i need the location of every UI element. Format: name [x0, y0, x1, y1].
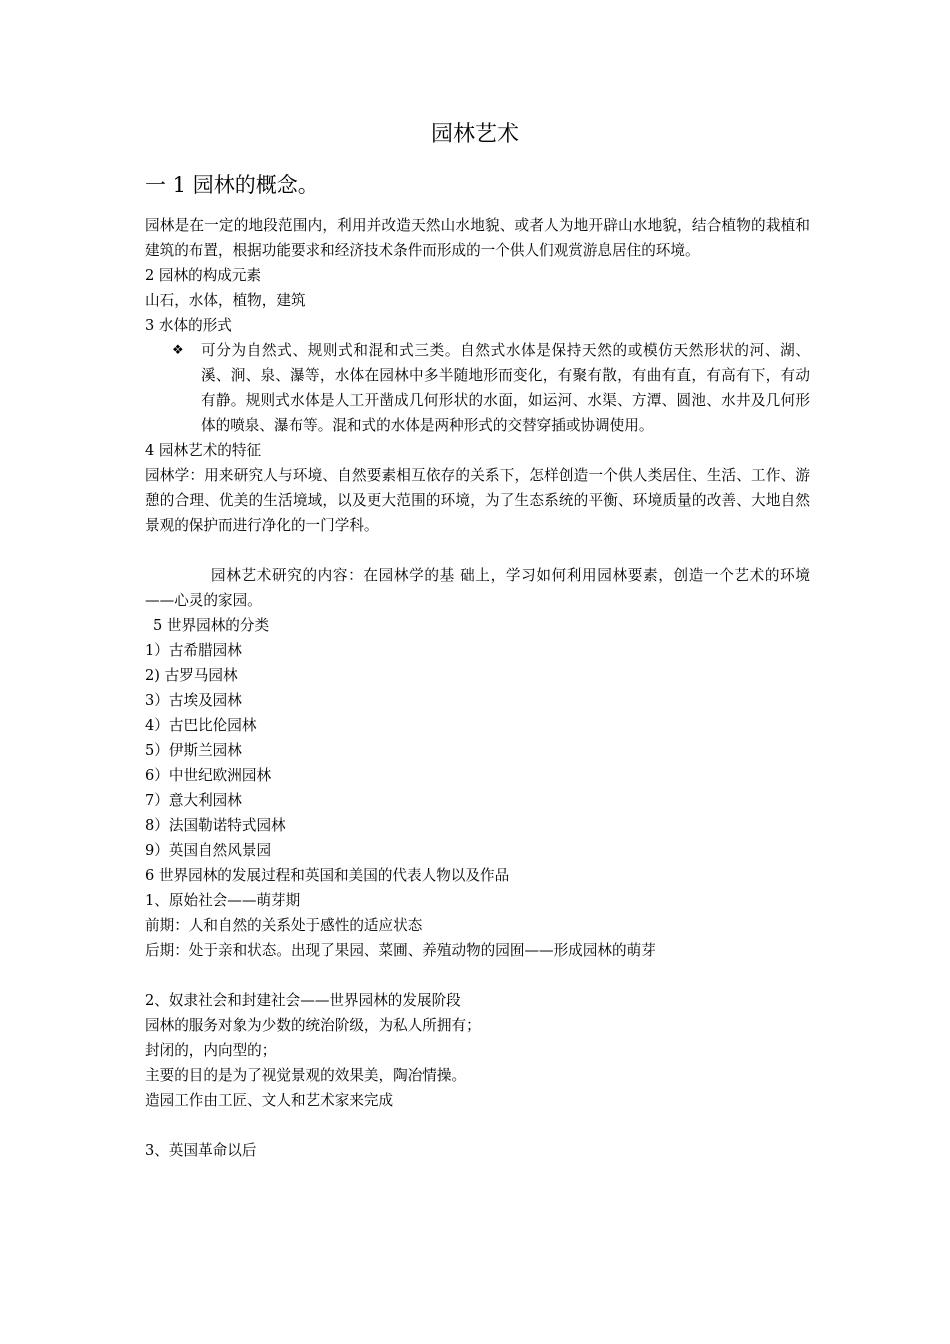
- list-item: 6）中世纪欧洲园林: [145, 767, 272, 784]
- phase-2-line-a: 园林的服务对象为少数的统治阶级，为私人所拥有；: [145, 1017, 481, 1034]
- list-item: 4）古巴比伦园林: [145, 717, 257, 734]
- list-item: 8）法国勒诺特式园林: [145, 817, 286, 834]
- phase-2-title: 2、奴隶社会和封建社会——世界园林的发展阶段: [145, 992, 461, 1009]
- concept-paragraph: 园林是在一定的地段范围内，利用并改造天然山水地貌、或者人为地开辟山水地貌，结合植物的栽植和建筑的布置，根据功能要求和经济技术条件而形成的一个供人们观赏游息居住的环境。: [145, 217, 810, 259]
- phase-1-late: 后期：处于亲和状态。出现了果园、菜圃、养殖动物的园囿——形成园林的萌芽: [145, 942, 656, 959]
- water-forms-bullet: [145, 338, 810, 438]
- blank-line: [145, 1113, 810, 1138]
- phase-2-line-d: 造园工作由工匠、文人和艺术家来完成: [145, 1092, 394, 1109]
- document-title: 园林艺术: [430, 122, 519, 147]
- phase-2-line-c: 主要的目的是为了视觉景观的效果美，陶冶情操。: [145, 1067, 467, 1084]
- phase-1-early: 前期：人和自然的关系处于感性的适应状态: [145, 917, 423, 934]
- blank-line: [145, 963, 810, 988]
- phase-1-title: 1、原始社会——萌芽期: [145, 892, 301, 909]
- section-2-text: 山石，水体，植物，建筑: [145, 292, 306, 309]
- section-4-text-2: 园林艺术研究的内容：在园林学的基 础上，学习如何利用园林要素，创造一个艺术的环境——心灵的家园。: [145, 567, 810, 609]
- section-2-title: 2 园林的构成元素: [145, 267, 262, 284]
- list-item: 7）意大利园林: [145, 792, 242, 809]
- list-item: 2) 古罗马园林: [145, 667, 238, 684]
- phase-2-line-b: 封闭的，内向型的；: [145, 1042, 277, 1059]
- list-item: 1）古希腊园林: [145, 642, 242, 659]
- document-body: [145, 213, 810, 1163]
- list-item: 5）伊斯兰园林: [145, 742, 242, 759]
- list-item: 3）古埃及园林: [145, 692, 242, 709]
- section-6-title: 6 世界园林的发展过程和英国和美国的代表人物以及作品: [145, 867, 510, 884]
- phase-3-title: 3、英国革命以后: [145, 1142, 257, 1159]
- water-forms-text: 可分为自然式、规则式和混和式三类。自然式水体是保持天然的或模仿天然形状的河、湖、溪、涧、泉、瀑等，水体在园林中多半随地形而变化，有聚有散，有曲有直，有高有下，有动有静。规则式水体是人工开凿成几何形状的水面，如运河、水渠、方潭、圆池、水井及几何形体的喷泉、瀑布等。混和式的水体是两种形式的交替穿插或协调使用。: [201, 342, 810, 434]
- diamond-bullet-icon: ❖: [172, 343, 184, 358]
- section-3-title: 3 水体的形式: [145, 317, 232, 334]
- blank-line: [145, 538, 810, 563]
- list-item: 9）英国自然风景园: [145, 842, 272, 859]
- section-4-title: 4 园林艺术的特征: [145, 442, 262, 459]
- heading-garden-concept: 一 1 园林的概念。: [145, 173, 319, 197]
- section-4-text: 园林学：用来研究人与环境、自然要素相互依存的关系下，怎样创造一个供人类居住、生活、工作、游憩的合理、优美的生活境域，以及更大范围的环境，为了生态系统的平衡、环境质量的改善、大地自然景观的保护而进行净化的一门学科。: [145, 467, 810, 534]
- section-5-title: 5 世界园林的分类: [153, 617, 270, 634]
